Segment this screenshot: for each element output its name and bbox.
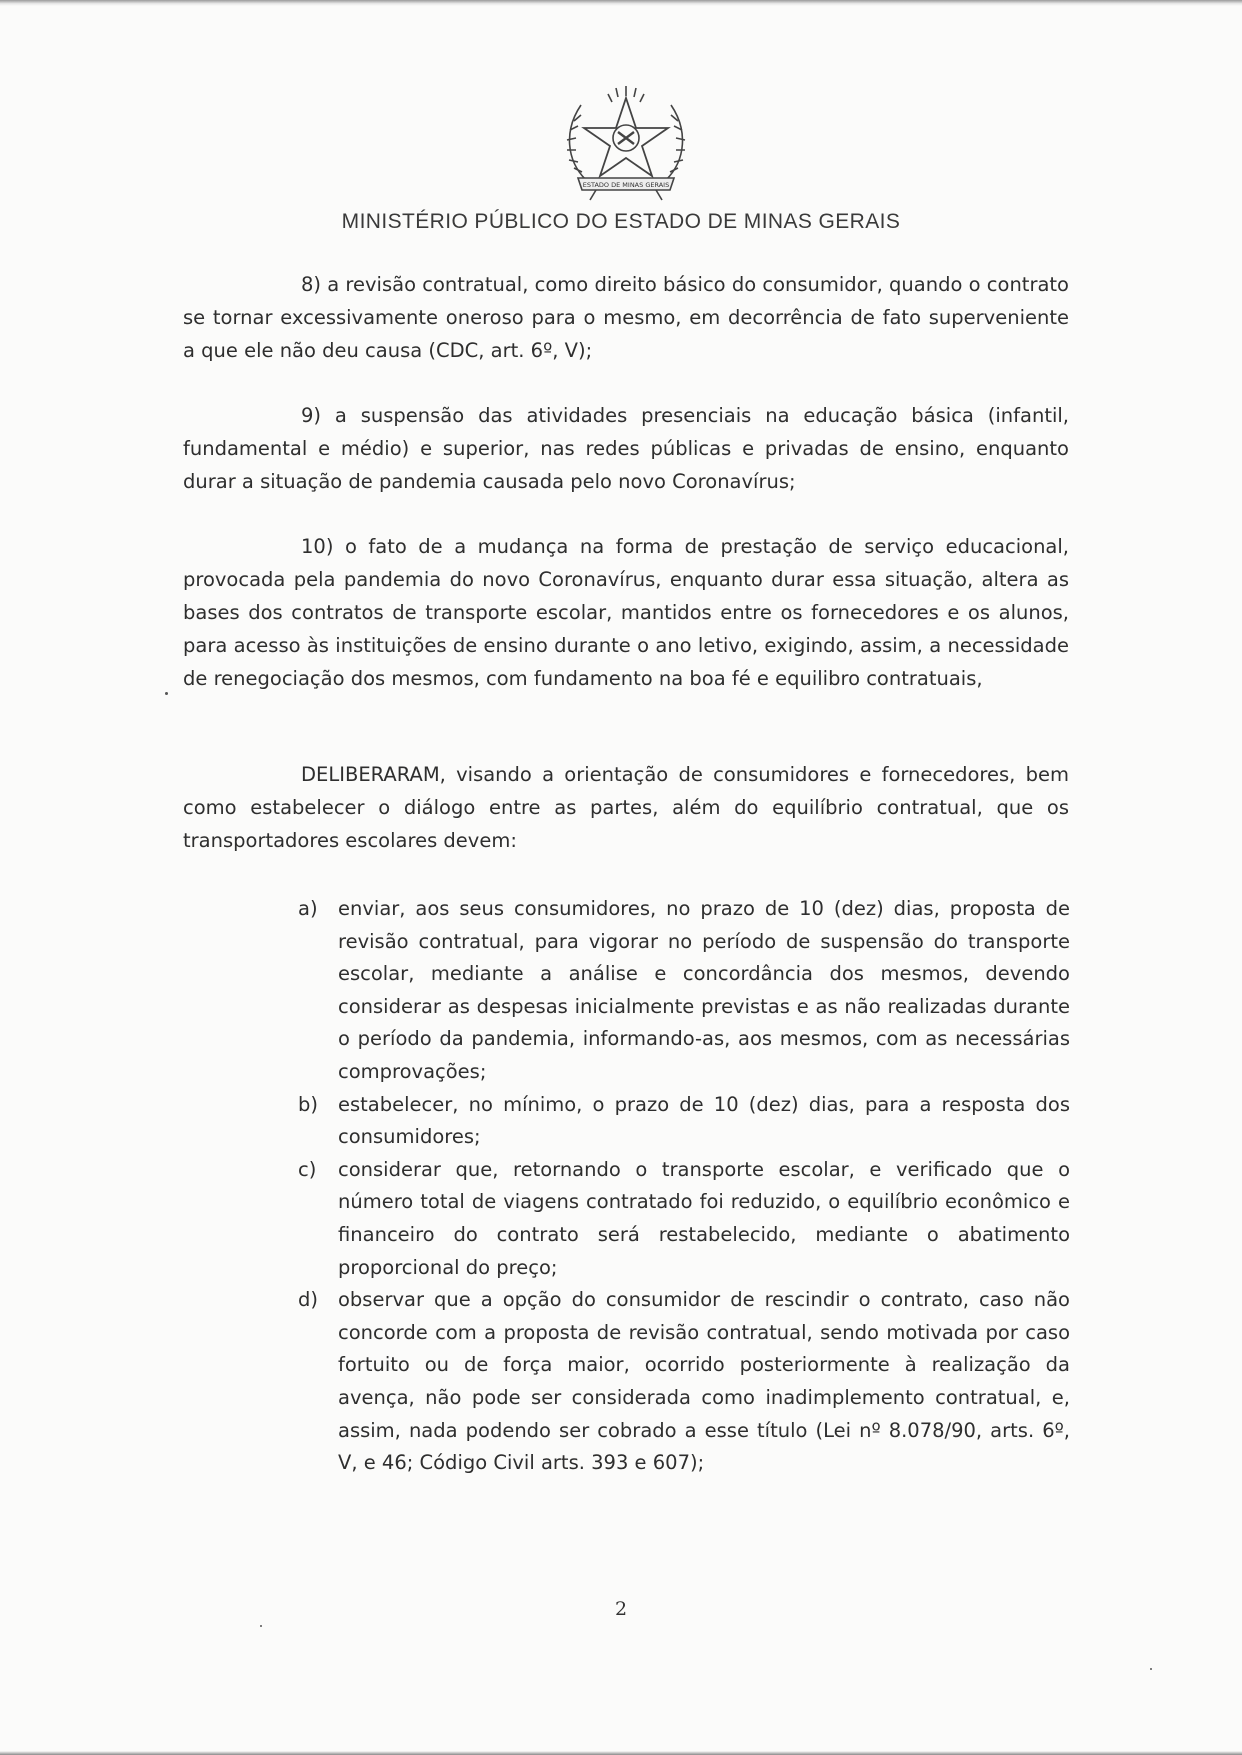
scan-speck xyxy=(1150,1668,1152,1670)
list-marker: b) xyxy=(298,1092,318,1116)
list-marker: a) xyxy=(298,897,318,920)
deliberation-list xyxy=(298,893,1070,1480)
seal-inscription: ESTADO DE MINAS GERAIS xyxy=(582,181,670,189)
scan-speck xyxy=(260,1625,262,1627)
list-marker: c) xyxy=(298,1157,317,1181)
list-item-text: considerar que, retornando o transporte escolar, e verificado que o número total de viagens contratado foi reduzido, o equilíbrio econômico e financeiro do contrato será restabelecido, mediante o abatimento proporcional do preço; xyxy=(338,1157,1070,1279)
list-item-c xyxy=(298,1154,1070,1284)
paragraph-9: 9) a suspensão das atividades presenciais na educação básica (infantil, fundamental e médio) e superior, nas redes públicas e privadas de ensino, enquanto durar a situação de pandemia causada pelo novo Coronavírus; xyxy=(183,404,1069,493)
list-item-text: observar que a opção do consumidor de rescindir o contrato, caso não concorde com a proposta de revisão contratual, sendo motivada por caso fortuito ou de força maior, ocorrido posteriormente à realização da avença, não pode ser considerada como inadimplemento contratual, e, assim, nada podendo ser cobrado a esse título (Lei nº 8.078/90, arts. 6º, V, e 46; Código Civil arts. 393 e 607); xyxy=(338,1288,1070,1475)
list-item-text: estabelecer, no mínimo, o prazo de 10 (dez) dias, para a resposta dos consumidores; xyxy=(338,1092,1070,1149)
page-number: 2 xyxy=(614,1598,628,1620)
list-marker: d) xyxy=(298,1288,318,1312)
list-item-a xyxy=(298,893,1070,1089)
list-item-b xyxy=(298,1089,1070,1154)
deliberation-paragraph: DELIBERARAM, visando a orientação de consumidores e fornecedores, bem como estabelecer o diálogo entre as partes, além do equilíbrio contratual, que os transportadores escolares devem: xyxy=(183,763,1069,852)
paragraph-8: 8) a revisão contratual, como direito básico do consumidor, quando o contrato se tornar excessivamente oneroso para o mesmo, em decorrência de fato superveniente a que ele não deu causa (CDC, art. 6º, V); xyxy=(183,273,1069,362)
paragraph-10: 10) o fato de a mudança na forma de prestação de serviço educacional, provocada pela pandemia do novo Coronavírus, enquanto durar essa situação, altera as bases dos contratos de transporte escolar, mantidos entre os fornecedores e os alunos, para acesso às instituições de ensino durante o ano letivo, exigindo, assim, a necessidade de renegociação dos mesmos, com fundamento na boa fé e equilibro contratuais, xyxy=(183,535,1069,690)
institution-header: MINISTÉRIO PÚBLICO DO ESTADO DE MINAS GERAIS xyxy=(341,210,901,233)
scan-speck xyxy=(165,692,168,695)
list-item-text: enviar, aos seus consumidores, no prazo de 10 (dez) dias, proposta de revisão contratual, para vigorar no período de suspensão do transporte escolar, mediante a análise e concordância dos mesmos, devendo considerar as despesas inicialmente previstas e as não realizadas durante o período da pandemia, informando-as, aos mesmos, com as necessárias comprovações; xyxy=(338,897,1070,1083)
state-coat-of-arms xyxy=(556,80,696,208)
scan-top-edge xyxy=(0,0,1242,6)
scan-bottom-edge xyxy=(0,1751,1242,1755)
list-item-d xyxy=(298,1284,1070,1480)
